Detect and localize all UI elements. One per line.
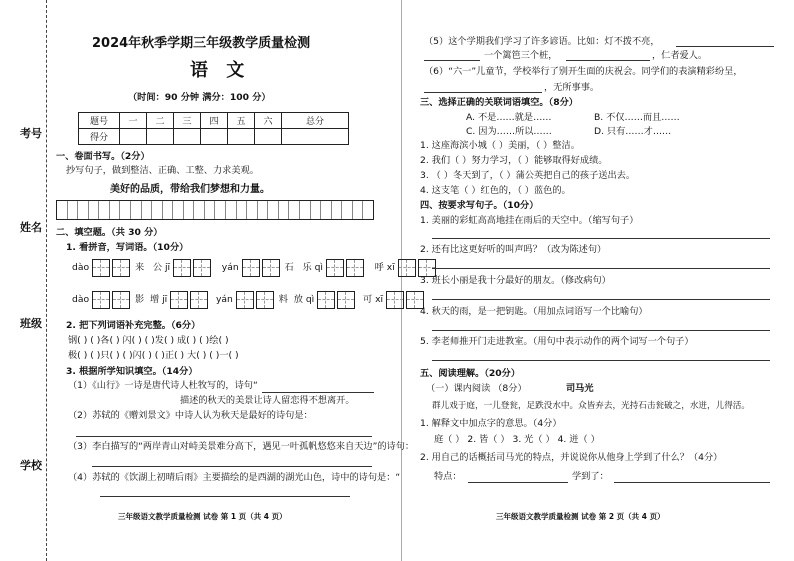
score-header-cell: 题号 bbox=[79, 113, 120, 129]
reading-q1-answers: 庭（ ） 2. 皆（ ） 3. 光（ ） 4. 迸（ ） bbox=[434, 434, 600, 445]
q3-3: （3）李白描写的“两岸青山对峙美景难分高下，遇见一叶孤帆悠悠来自天边”的诗句： bbox=[68, 441, 415, 452]
score-cell[interactable] bbox=[174, 129, 201, 145]
q5-text-2: 一个篱笆三个桩， bbox=[484, 50, 558, 61]
q3-1: （1）《山行》一诗是唐代诗人杜牧写的，诗句“ bbox=[68, 380, 258, 391]
answer-line[interactable] bbox=[614, 482, 770, 483]
score-cell[interactable] bbox=[255, 129, 282, 145]
section-1-heading: 一、卷面书写。（2分） bbox=[56, 151, 150, 162]
write-2: 2. 还有比这更好听的叫声吗？（改为陈述句） bbox=[420, 244, 607, 255]
exam-title: 2024年秋季学期三年级教学质量检测 bbox=[92, 36, 311, 51]
section-3-heading: 三、选择正确的关联词语填空。（8分） bbox=[420, 97, 578, 108]
choice-3: 3. （ ）冬天到了，（ ）蒲公英把自己的孩子送出去。 bbox=[420, 170, 636, 181]
binding-line bbox=[46, 0, 47, 561]
answer-line[interactable] bbox=[76, 436, 372, 437]
reading-q2-learned-label: 学到了： bbox=[572, 471, 609, 482]
choice-1: 1. 这座海滨小城（ ）美丽，（ ）整洁。 bbox=[420, 140, 580, 151]
fill-row-2: 极( ) ( )只( ) ( )闪( ) ( )正( ) 大( ) ( )一( ) bbox=[68, 350, 239, 361]
answer-line[interactable] bbox=[432, 238, 770, 239]
choice-2: 2. 我们（ ）努力学习，（ ）能够取得好成绩。 bbox=[420, 155, 608, 166]
option-c: C. 因为……所以…… bbox=[466, 126, 552, 137]
pinyin-row-1: dào 来 公 jī yán 石 乐 qì 呼 xī bbox=[72, 258, 438, 278]
q5-text: （5）这个学期我们学习了许多谚语。比如：灯不拨不亮， bbox=[424, 36, 660, 47]
writing-grid[interactable] bbox=[56, 200, 374, 220]
q3-2: （2）苏轼的《赠刘景文》中诗人认为秋天是最好的诗句是： bbox=[68, 410, 313, 421]
answer-line[interactable] bbox=[432, 360, 770, 361]
side-label-school: 学校 bbox=[20, 459, 42, 472]
write-3: 3. 班长小丽是我十分最好的朋友。（修改病句） bbox=[420, 275, 611, 286]
exam-time: （时间：90 分钟 满分：100 分） bbox=[128, 92, 271, 103]
side-label-kaohao: 考号 bbox=[20, 127, 42, 140]
reading-q1: 1. 解释文中加点字的意思。（4分） bbox=[420, 418, 562, 429]
pinyin-row-2: dào 影 增 jī yán 料 放 qì 可 xī bbox=[72, 290, 426, 310]
answer-line[interactable] bbox=[676, 46, 774, 47]
answer-line[interactable] bbox=[432, 299, 770, 300]
score-cell[interactable] bbox=[228, 129, 255, 145]
fill-row-1: 钢( ) ( )各( ) 闪( ) ( )发( ) 成( ) ( )绘( ) bbox=[68, 335, 229, 346]
score-header-cell: 五 bbox=[228, 113, 255, 129]
question-1-heading: 1. 看拼音，写词语。（10分） bbox=[66, 242, 189, 253]
section-2-heading: 二、填空题。（共 30 分） bbox=[56, 227, 163, 238]
reading-q2-trait-label: 特点： bbox=[434, 471, 462, 482]
score-header-cell: 一 bbox=[120, 113, 147, 129]
option-d: D. 只有……才…… bbox=[594, 126, 672, 137]
reading-q2: 2. 用自己的话概括司马光的特点，并说说你从他身上学到了什么？（4分） bbox=[420, 452, 723, 463]
reading-1-title: 司马光 bbox=[566, 383, 594, 394]
page-divider bbox=[401, 0, 402, 561]
write-4: 4. 秋天的雨，是一把钥匙。（用加点词语写一个比喻句） bbox=[420, 306, 648, 317]
footer-right: 三年级语文教学质量检测 试卷 第 2 页（共 4 页） bbox=[496, 512, 665, 521]
reading-1-text: 群儿戏于庭，一儿登瓮，足跌没水中。众皆弃去，光持石击瓮破之，水迸，儿得活。 bbox=[432, 401, 750, 411]
question-3-heading: 3. 根据所学知识填空。（14分） bbox=[66, 366, 198, 377]
footer-left: 三年级语文教学质量检测 试卷 第 1 页（共 4 页） bbox=[118, 512, 287, 521]
question-2-heading: 2. 把下列词语补充完整。（6分） bbox=[66, 320, 201, 331]
section-4-heading: 四、按要求写句子。（10分） bbox=[420, 200, 539, 211]
score-cell[interactable] bbox=[147, 129, 174, 145]
q6-text-2: ，无所事事。 bbox=[544, 82, 600, 93]
choice-4: 4. 这支笔（ ）红色的，（ ）蓝色的。 bbox=[420, 185, 571, 196]
score-header-cell: 二 bbox=[147, 113, 174, 129]
subject-title: 语 文 bbox=[190, 60, 251, 81]
score-table bbox=[78, 112, 349, 145]
answer-line[interactable] bbox=[424, 92, 542, 93]
score-row-label: 得分 bbox=[79, 129, 120, 145]
answer-line[interactable] bbox=[92, 466, 372, 467]
answer-line[interactable] bbox=[424, 60, 480, 61]
reading-1-heading: （一）课内阅读 （8分） bbox=[426, 383, 527, 394]
answer-line[interactable] bbox=[432, 268, 770, 269]
side-label-name: 姓名 bbox=[20, 221, 42, 234]
score-header-cell: 四 bbox=[201, 113, 228, 129]
score-header-cell: 六 bbox=[255, 113, 282, 129]
q5-text-3: ，仁者爱人。 bbox=[652, 50, 708, 61]
write-5: 5. 李老师推开门走进教室。（用句中表示动作的两个词写一个句子） bbox=[420, 336, 694, 347]
section-1-instruction: 抄写句子，做到整洁、正确、工整、力求美观。 bbox=[66, 165, 259, 176]
score-header-cell: 三 bbox=[174, 113, 201, 129]
answer-line[interactable] bbox=[566, 60, 650, 61]
q3-1b: 描述的秋天的美景让诗人留恋得不想离开。 bbox=[180, 395, 355, 406]
answer-line[interactable] bbox=[262, 392, 374, 393]
score-cell[interactable] bbox=[201, 129, 228, 145]
section-5-heading: 五、阅读理解。（20分） bbox=[420, 368, 521, 379]
answer-line[interactable] bbox=[100, 496, 350, 497]
copy-sentence: 美好的品质，带给我们梦想和力量。 bbox=[110, 184, 270, 195]
score-cell[interactable] bbox=[120, 129, 147, 145]
option-a: A. 不是……就是…… bbox=[466, 112, 552, 123]
side-label-class: 班级 bbox=[20, 317, 42, 330]
answer-line[interactable] bbox=[468, 482, 568, 483]
answer-line[interactable] bbox=[432, 330, 770, 331]
q6-text: （6）“六一”儿童节，学校举行了别开生面的庆祝会。同学们的表演精彩纷呈， bbox=[424, 66, 743, 77]
score-header-cell: 总分 bbox=[282, 113, 349, 129]
score-cell[interactable] bbox=[282, 129, 349, 145]
option-b: B. 不仅……而且…… bbox=[594, 112, 680, 123]
q3-4: （4）苏轼的《饮湖上初晴后雨》主要描绘的是西湖的湖光山色，诗中的诗句是：“ bbox=[68, 472, 401, 483]
write-1: 1. 美丽的彩虹高高地挂在雨后的天空中。（缩写句子） bbox=[420, 215, 639, 226]
